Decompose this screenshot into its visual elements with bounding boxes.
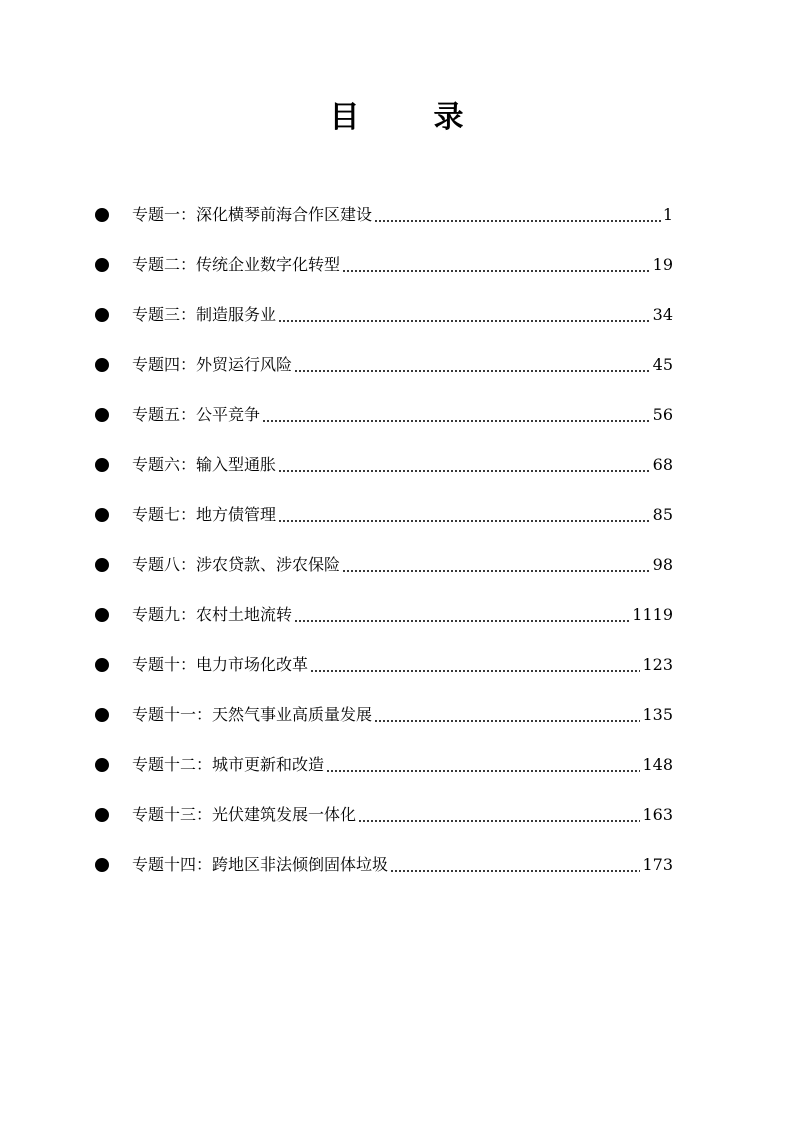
toc-entry-label: 专题十：电力市场化改革 (132, 655, 309, 674)
dot-leader (310, 670, 640, 672)
bullet-icon (95, 708, 109, 722)
toc-entry[interactable] (93, 790, 673, 840)
dot-leader (278, 520, 651, 522)
toc-entry[interactable] (93, 290, 673, 340)
dot-leader (326, 770, 640, 772)
toc-entry-page: 34 (652, 305, 673, 324)
bullet-icon (95, 408, 109, 422)
bullet-icon (95, 608, 109, 622)
dot-leader (342, 270, 651, 272)
dot-leader (342, 570, 651, 572)
dot-leader (278, 320, 651, 322)
toc-entry[interactable] (93, 240, 673, 290)
dot-leader (262, 420, 651, 422)
toc-entry-page: 68 (652, 455, 673, 474)
dot-leader (374, 220, 661, 222)
toc-entry-page: 123 (642, 655, 673, 674)
bullet-icon (95, 658, 109, 672)
bullet-icon (95, 458, 109, 472)
toc-entry[interactable] (93, 640, 673, 690)
dot-leader (294, 370, 651, 372)
toc-entry[interactable] (93, 390, 673, 440)
toc-entry[interactable] (93, 340, 673, 390)
toc-entry-page: 135 (642, 705, 673, 724)
bullet-icon (95, 558, 109, 572)
toc-entry-label: 专题一：深化横琴前海合作区建设 (132, 205, 373, 224)
toc-entry-label: 专题五：公平竞争 (132, 405, 261, 424)
toc-entry[interactable] (93, 740, 673, 790)
bullet-icon (95, 358, 109, 372)
toc-entry[interactable] (93, 190, 673, 240)
bullet-icon (95, 758, 109, 772)
dot-leader (278, 470, 651, 472)
toc-entry-label: 专题八：涉农贷款、涉农保险 (132, 555, 341, 574)
toc-entry-page: 1 (662, 205, 673, 224)
toc-entry-page: 148 (642, 755, 673, 774)
toc-entry[interactable] (93, 840, 673, 890)
bullet-icon (95, 858, 109, 872)
toc-entry-label: 专题四：外贸运行风险 (132, 355, 293, 374)
toc-entry-page: 1119 (632, 605, 673, 624)
bullet-icon (95, 258, 109, 272)
bullet-icon (95, 808, 109, 822)
toc-entry-label: 专题十三：光伏建筑发展一体化 (132, 805, 357, 824)
toc-entry-label: 专题十二：城市更新和改造 (132, 755, 325, 774)
toc-entry[interactable] (93, 490, 673, 540)
toc-entry-label: 专题三：制造服务业 (132, 305, 277, 324)
toc-entry-label: 专题二：传统企业数字化转型 (132, 255, 341, 274)
toc-entry-label: 专题十一：天然气事业高质量发展 (132, 705, 373, 724)
toc-entry[interactable] (93, 590, 673, 640)
toc-entry-label: 专题九：农村土地流转 (132, 605, 293, 624)
toc-entry[interactable] (93, 440, 673, 490)
toc-entry[interactable] (93, 540, 673, 590)
toc-entry-page: 56 (652, 405, 673, 424)
bullet-icon (95, 308, 109, 322)
table-of-contents (93, 190, 673, 890)
toc-entry-page: 45 (652, 355, 673, 374)
bullet-icon (95, 208, 109, 222)
toc-entry-page: 19 (652, 255, 673, 274)
toc-entry-page: 85 (652, 505, 673, 524)
dot-leader (358, 820, 640, 822)
toc-title: 目 录 (329, 100, 486, 135)
toc-entry-page: 98 (652, 555, 673, 574)
dot-leader (390, 870, 640, 872)
dot-leader (294, 620, 630, 622)
toc-entry[interactable] (93, 690, 673, 740)
toc-entry-page: 163 (642, 805, 673, 824)
toc-entry-page: 173 (642, 855, 673, 874)
toc-entry-label: 专题六：输入型通胀 (132, 455, 277, 474)
toc-entry-label: 专题十四：跨地区非法倾倒固体垃圾 (132, 855, 389, 874)
bullet-icon (95, 508, 109, 522)
dot-leader (374, 720, 640, 722)
toc-entry-label: 专题七：地方债管理 (132, 505, 277, 524)
